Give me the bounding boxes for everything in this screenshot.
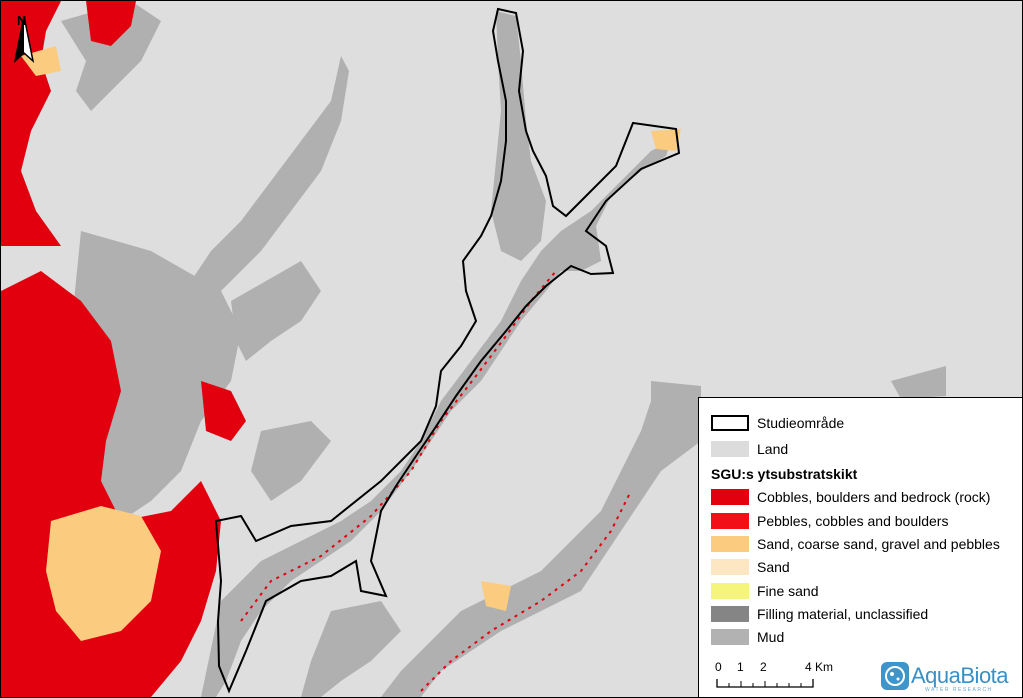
legend-item [711, 535, 1000, 553]
legend-item-study-area [711, 414, 844, 432]
aquabiota-logo [881, 660, 1008, 692]
legend-item [711, 582, 818, 600]
legend-item [711, 488, 990, 506]
legend-item [711, 558, 790, 576]
legend-label: Land [757, 441, 789, 457]
legend-swatch [711, 606, 749, 622]
legend-label: Filling material, unclassified [757, 606, 929, 622]
legend-swatch [711, 489, 749, 505]
legend-swatch [711, 583, 749, 599]
legend-swatch [711, 513, 749, 529]
logo-tagline: WATER RESEARCH [925, 687, 993, 693]
north-label: N [17, 13, 27, 28]
scale-tick-label: 2 [760, 660, 767, 674]
legend-item [711, 628, 784, 646]
scale-tick-label: 1 [737, 660, 744, 674]
aquabiota-logo-icon [881, 662, 909, 690]
legend-label: Cobbles, boulders and bedrock (rock) [757, 489, 991, 505]
logo-name: AquaBiota [911, 663, 1009, 688]
legend-label: Pebbles, cobbles and boulders [757, 513, 949, 529]
legend-item-land [711, 440, 788, 458]
legend-swatch-land [711, 441, 749, 457]
legend-item [711, 512, 948, 530]
scale-tick-label: 0 [715, 660, 722, 674]
legend-swatch-outline [711, 415, 749, 431]
legend-swatch [711, 536, 749, 552]
legend-item [711, 605, 928, 623]
legend-label: Mud [757, 629, 785, 645]
scale-bar [713, 660, 833, 694]
legend-label: Studieområde [757, 415, 845, 431]
legend-label: Sand [757, 559, 790, 575]
legend-label: Fine sand [757, 583, 819, 599]
study-area-outline [216, 9, 679, 691]
legend-label: Sand, coarse sand, gravel and pebbles [757, 536, 1000, 552]
legend-swatch [711, 629, 749, 645]
map-legend [698, 397, 1023, 698]
scale-bar-graphic [713, 677, 833, 691]
legend-swatch [711, 559, 749, 575]
scale-tick-label: 4 Km [805, 660, 834, 674]
legend-section-title: SGU:s ytsubstratskikt [711, 466, 858, 482]
